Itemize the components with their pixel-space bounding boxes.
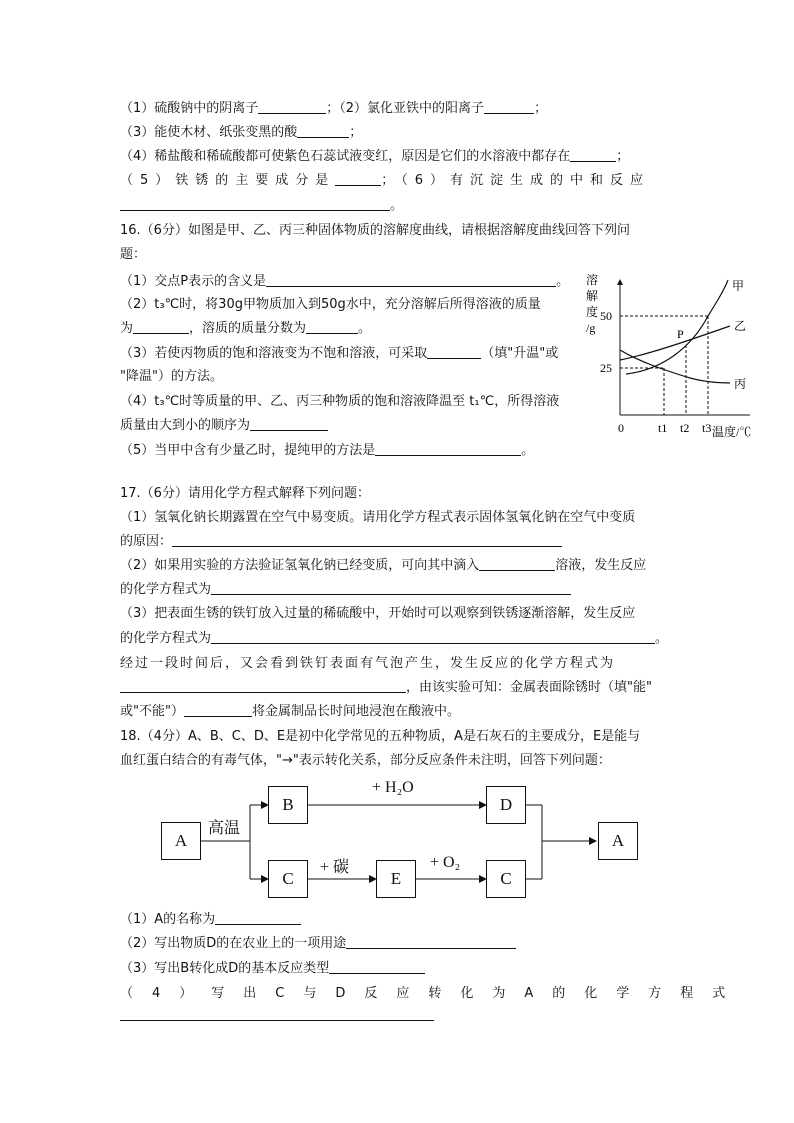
answer-blank[interactable] — [120, 679, 406, 693]
node-a-start: A — [161, 822, 201, 860]
q17-part2: （2）如果用实验的方法验证氢氧化钠已经变质，可向其中滴入 溶液，发生反应 — [120, 558, 647, 573]
answer-blank[interactable] — [479, 557, 555, 571]
q18-stem: 18.（4分）A、B、C、D、E是初中化学常见的五种物质，A是石灰石的主要成分，E是能与 — [120, 729, 641, 744]
q16-part1: （1）交点P表示的含义是 。 — [120, 274, 570, 289]
x-axis-label: 温度/℃ — [712, 425, 752, 439]
q18-part4-blank — [120, 1007, 434, 1025]
q16-part5: （5）当甲中含有少量乙时，提纯甲的方法是 。 — [120, 443, 535, 458]
y-axis-label-2: 解 — [586, 289, 599, 303]
q17-part3-observe: 经过一段时间后，又会看到铁钉表面有气泡产生，发生反应的化学方程式为 — [120, 656, 616, 671]
q15-line2: （3）能使木材、纸张变黑的酸 ； — [120, 125, 363, 140]
answer-blank[interactable] — [133, 320, 189, 334]
point-p-label: P — [677, 327, 684, 341]
answer-blank[interactable] — [211, 630, 655, 644]
q18-stem-cont: 血红蛋白结合的有毒气体，"→"表示转化关系，部分反应条件未注明，回答下列问题： — [120, 753, 611, 768]
answer-blank[interactable] — [215, 911, 301, 925]
tick-origin: 0 — [618, 421, 624, 435]
answer-blank[interactable] — [172, 533, 562, 547]
answer-blank[interactable] — [297, 124, 349, 138]
series-label-bing: 丙 — [734, 377, 747, 391]
q17-part3: （3）把表面生锈的铁钉放入过量的稀硫酸中，开始时可以观察到铁锈逐渐溶解，发生反应 — [120, 606, 636, 621]
label-high-temp: 高温 — [208, 820, 241, 837]
answer-blank[interactable] — [120, 197, 390, 211]
q16-stem-cont: 题： — [120, 247, 147, 262]
tick-t2: t2 — [680, 421, 690, 435]
answer-blank[interactable] — [375, 442, 521, 456]
q16-part2: （2）t₃℃时，将30g甲物质加入到50g水中，充分溶解后所得溶液的质量 — [120, 297, 541, 312]
node-b: B — [268, 786, 308, 824]
answer-blank[interactable] — [346, 935, 516, 949]
tick-50: 50 — [600, 309, 612, 323]
q16-part3-cont: "降温"）的方法。 — [120, 369, 223, 384]
label-plus-water: + H₂O — [372, 779, 414, 796]
answer-blank[interactable] — [120, 1007, 434, 1021]
q16-part3: （3）若使丙物质的饱和溶液变为不饱和溶液，可采取 （填"升温"或 — [120, 346, 559, 361]
node-d: D — [486, 786, 526, 824]
node-a-end: A — [598, 822, 638, 860]
answer-blank[interactable] — [211, 581, 571, 595]
y-axis-label-3: 度 — [586, 305, 599, 319]
q15-line5: 。 — [120, 197, 403, 215]
answer-blank[interactable] — [329, 960, 425, 974]
series-label-jia: 甲 — [732, 279, 745, 293]
node-c-1: C — [268, 860, 308, 898]
q16-part2-cont: 为 ，溶质的质量分数为 。 — [120, 321, 372, 336]
answer-blank[interactable] — [184, 703, 252, 717]
solubility-curve-figure — [580, 270, 760, 445]
label-plus-carbon: + 碳 — [320, 859, 350, 876]
conversion-diagram — [150, 775, 690, 905]
answer-blank[interactable] — [258, 100, 326, 114]
q17-part3-cont: 的化学方程式为 。 — [120, 631, 669, 646]
answer-blank[interactable] — [335, 172, 381, 186]
q17-part2-cont: 的化学方程式为 — [120, 581, 571, 599]
q17-part1: （1）氢氧化钠长期露置在空气中易变质。请用化学方程式表示固体氢氧化钠在空气中变质 — [120, 510, 636, 525]
q17-stem: 17.（6分）请用化学方程式解释下列问题： — [120, 486, 370, 501]
node-e: E — [376, 860, 416, 898]
q17-part3-eq2: ，由该实验可知：金属表面除锈时（填"能" — [120, 679, 652, 697]
q18-part2: （2）写出物质D的在农业上的一项用途 — [120, 935, 516, 953]
tick-25: 25 — [600, 361, 612, 375]
y-axis-label-4: /g — [586, 321, 596, 335]
q18-part4: （4）写出C与D反应转化为A的化学方程式 — [120, 986, 745, 1001]
answer-blank[interactable] — [570, 148, 616, 162]
tick-t1: t1 — [658, 421, 668, 435]
q16-part4: （4）t₃℃时等质量的甲、乙、丙三种物质的饱和溶液降温至 t₁℃，所得溶液 — [120, 394, 560, 409]
y-axis-label-1: 溶 — [586, 273, 599, 287]
q15-line1: （1）硫酸钠中的阴离子 ；（2）氯化亚铁中的阳离子 ； — [120, 101, 548, 116]
q17-part1-cont: 的原因： — [120, 533, 562, 551]
q17-part3-end: 或"不能"） 将金属制品长时间地浸泡在酸液中。 — [120, 704, 460, 719]
label-plus-oxygen: + O₂ — [430, 854, 461, 871]
answer-blank[interactable] — [306, 320, 358, 334]
q16-part4-cont: 质量由大到小的顺序为 — [120, 417, 328, 435]
answer-blank[interactable] — [266, 273, 556, 287]
node-c-2: C — [486, 860, 526, 898]
q16-stem: 16.（6分）如图是甲、乙、丙三种固体物质的溶解度曲线，请根据溶解度曲线回答下列问 — [120, 223, 630, 238]
q15-line3: （4）稀盐酸和稀硫酸都可使紫色石蕊试液变红，原因是它们的水溶液中都存在 ； — [120, 149, 630, 164]
answer-blank[interactable] — [427, 345, 481, 359]
series-label-yi: 乙 — [734, 319, 747, 333]
q18-part1: （1）A的名称为 — [120, 911, 301, 929]
q18-part3: （3）写出B转化成D的基本反应类型 — [120, 960, 425, 978]
answer-blank[interactable] — [250, 417, 328, 431]
tick-t3: t3 — [702, 421, 712, 435]
answer-blank[interactable] — [484, 100, 534, 114]
q15-line4: （5）铁锈的主要成分是 ；（6）有沉淀生成的中和反应 — [120, 173, 651, 188]
